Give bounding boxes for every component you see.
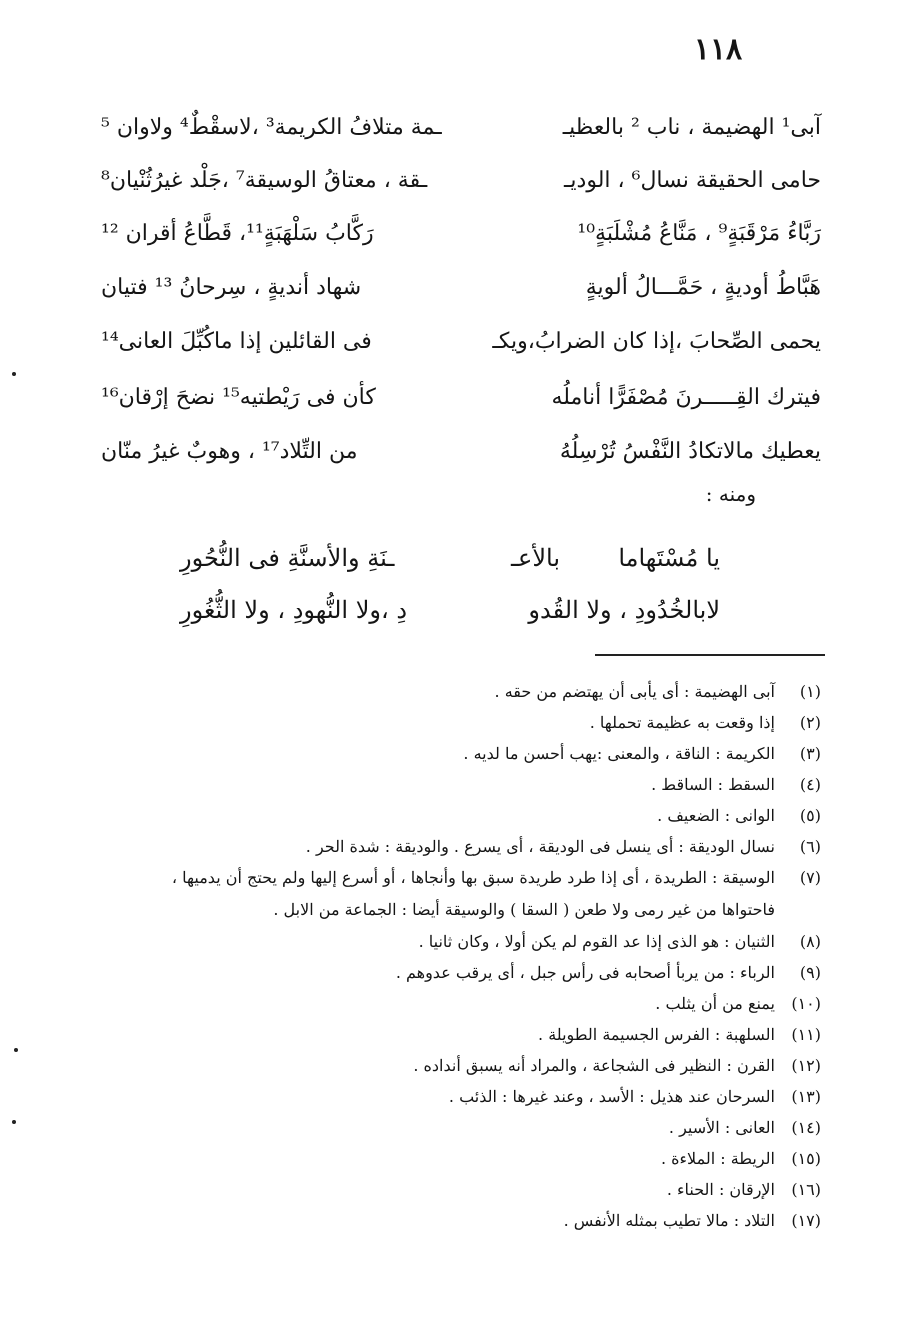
footnote-divider xyxy=(595,654,825,656)
footnote xyxy=(101,1112,821,1143)
footnote-number: (٥) xyxy=(799,806,821,825)
footnote-text: التلاد : مالا تطيب بمثله الأنفس . xyxy=(563,1211,775,1230)
footnote-number: (٨) xyxy=(799,932,821,951)
footnote xyxy=(101,831,821,862)
footnote xyxy=(101,862,821,926)
hemistich-second: فى القائلين إذا ماكُبِّلَ العانى¹⁴ xyxy=(101,329,372,354)
footnote-text: آبى الهضيمة : أى يأبى أن يهتضم من حقه . xyxy=(494,682,775,701)
page-number: ١١٨ xyxy=(693,32,743,67)
hemistich-first: فيترك القِـــــرنَ مُصْفَرًّا أناملُه xyxy=(551,385,821,410)
footnote xyxy=(101,957,821,988)
verse-7 xyxy=(101,424,821,482)
hemistich-second: رَكَّابُ سَلْهَبَةٍ¹¹، قَطَّاعُ أقران ¹² xyxy=(101,221,374,246)
footnote xyxy=(101,926,821,957)
verse-2 xyxy=(101,153,821,211)
hemistich-second: كأن فى رَيْطتيه¹⁵ نضحَ إرْقان¹⁶ xyxy=(101,385,376,410)
footnote-number: (٩) xyxy=(799,963,821,982)
footnote-text: الوانى : الضعيف . xyxy=(657,806,775,825)
footnote-number: (٧) xyxy=(799,868,821,887)
verse-6 xyxy=(101,370,821,428)
footnote-text: الثنيان : هو الذى إذا عد القوم لم يكن أولا ، وكان ثانيا . xyxy=(418,932,775,951)
footnote xyxy=(101,800,821,831)
poem-fragment: لابالخُدُودِ ، ولا القُدو xyxy=(528,596,720,624)
footnote-text: يمنع من أن يثلب . xyxy=(655,994,775,1013)
footnote-text: الكريمة : الناقة ، والمعنى :يهب أحسن ما لديه . xyxy=(463,744,775,763)
footnote-number: (١٠) xyxy=(791,994,821,1013)
footnote-text: السلهبة : الفرس الجسيمة الطويلة . xyxy=(538,1025,775,1044)
footnote-text: السرحان عند هذيل : الأسد ، وعند غيرها : الذئب . xyxy=(448,1087,775,1106)
footnote xyxy=(101,988,821,1019)
footnote-number: (١٤) xyxy=(791,1118,821,1137)
section-intro: ومنه : xyxy=(705,482,756,506)
poem-fragment: دِ ،ولا النُّهودِ ، ولا الثُّغُورِ xyxy=(180,596,408,624)
hemistich-first: يحمى الصِّحابَ ،إذا كان الضرابُ،ويكـ xyxy=(492,329,821,354)
footnote-text: القرن : النظير فى الشجاعة ، والمراد أنه يسبق أنداده . xyxy=(413,1056,775,1075)
hemistich-second: ـمة متلافُ الكريمة³ ،لاسقْطٌ⁴ ولاوان ⁵ xyxy=(101,115,442,140)
footnote xyxy=(101,1050,821,1081)
verse-5 xyxy=(101,314,821,372)
margin-dot xyxy=(12,1120,16,1124)
footnote-number: (٣) xyxy=(799,744,821,763)
hemistich-second: ـقة ، معتاقُ الوسيقة⁷ ،جَلْد غيرُثُنْيان⁸ xyxy=(101,168,428,193)
footnote-number: (١٣) xyxy=(791,1087,821,1106)
hemistich-first: حامى الحقيقة نسال⁶ ، الوديـ xyxy=(563,168,821,193)
footnote xyxy=(101,1174,821,1205)
footnote xyxy=(101,1019,821,1050)
hemistich-second: شهاد أنديةٍ ، سِرحانُ ¹³ فتيان xyxy=(101,275,362,300)
footnote xyxy=(101,1081,821,1112)
footnote-text: الإرقان : الحناء . xyxy=(666,1180,775,1199)
poem-fragment: ـنَةِ والأسنَّةِ فى النُّحُورِ xyxy=(180,544,395,572)
footnote xyxy=(101,1143,821,1174)
margin-dot xyxy=(12,372,16,376)
footnote-number: (١٧) xyxy=(791,1211,821,1230)
poem-fragment: يا مُسْتَهاما xyxy=(618,544,720,572)
footnote-number: (١٥) xyxy=(791,1149,821,1168)
poem-line-2 xyxy=(180,592,720,638)
footnote xyxy=(101,707,821,738)
verse-4 xyxy=(101,260,821,318)
footnote-text: العانى : الأسير . xyxy=(668,1118,775,1137)
verse-3 xyxy=(101,206,821,264)
footnote xyxy=(101,738,821,769)
footnote-text: السقط : الساقط . xyxy=(651,775,775,794)
hemistich-first: آبى¹ الهضيمة ، ناب ² بالعظيـ xyxy=(562,115,821,140)
footnote xyxy=(101,676,821,707)
footnote-text: إذا وقعت به عظيمة تحملها . xyxy=(589,713,775,732)
hemistich-first: هَبَّاطُ أوديةٍ ، حَمَّـــالُ ألويةٍ xyxy=(585,275,821,300)
footnote-text: الرباء : من يربأ أصحابه فى رأس جبل ، أى يرقب عدوهم . xyxy=(395,963,775,982)
footnote-number: (١١) xyxy=(791,1025,821,1044)
hemistich-first: رَبَّاءُ مَرْقَبَةٍ⁹ ، مَنَّاعُ مُشْلَبَةٍ¹⁰ xyxy=(577,221,821,246)
footnote-number: (٢) xyxy=(799,713,821,732)
poem-fragment: بالأعـ xyxy=(510,544,560,572)
hemistich-first: يعطيك مالاتكادُ النَّفْسُ تُرْسِلُهُ xyxy=(559,439,821,464)
verse-1 xyxy=(101,100,821,158)
footnote-number: (١٦) xyxy=(791,1180,821,1199)
footnote-number: (٦) xyxy=(799,837,821,856)
footnotes xyxy=(101,676,821,1236)
footnote-number: (٤) xyxy=(799,775,821,794)
footnote-number: (١) xyxy=(799,682,821,701)
footnote xyxy=(101,769,821,800)
footnote-continuation: فاحتواها من غير رمى ولا طعن ( السقا ) والوسيقة أيضا : الجماعة من الابل . xyxy=(273,900,775,919)
footnote-text: الريطة : الملاءة . xyxy=(660,1149,775,1168)
margin-dot xyxy=(14,1048,18,1052)
footnote xyxy=(101,1205,821,1236)
hemistich-second: من التِّلاد¹⁷ ، وهوبٌ غيرُ منّان xyxy=(101,439,358,464)
footnote-number: (١٢) xyxy=(791,1056,821,1075)
poem-line-1 xyxy=(180,540,720,586)
footnote-text: نسال الوديقة : أى ينسل فى الوديقة ، أى يسرع . والوديقة : شدة الحر . xyxy=(305,837,775,856)
footnote-text: الوسيقة : الطريدة ، أى إذا طرد طريدة سبق بها وأنجاها ، أو أسرع إليها ولم يحتج أن يدميها ، xyxy=(171,868,775,887)
